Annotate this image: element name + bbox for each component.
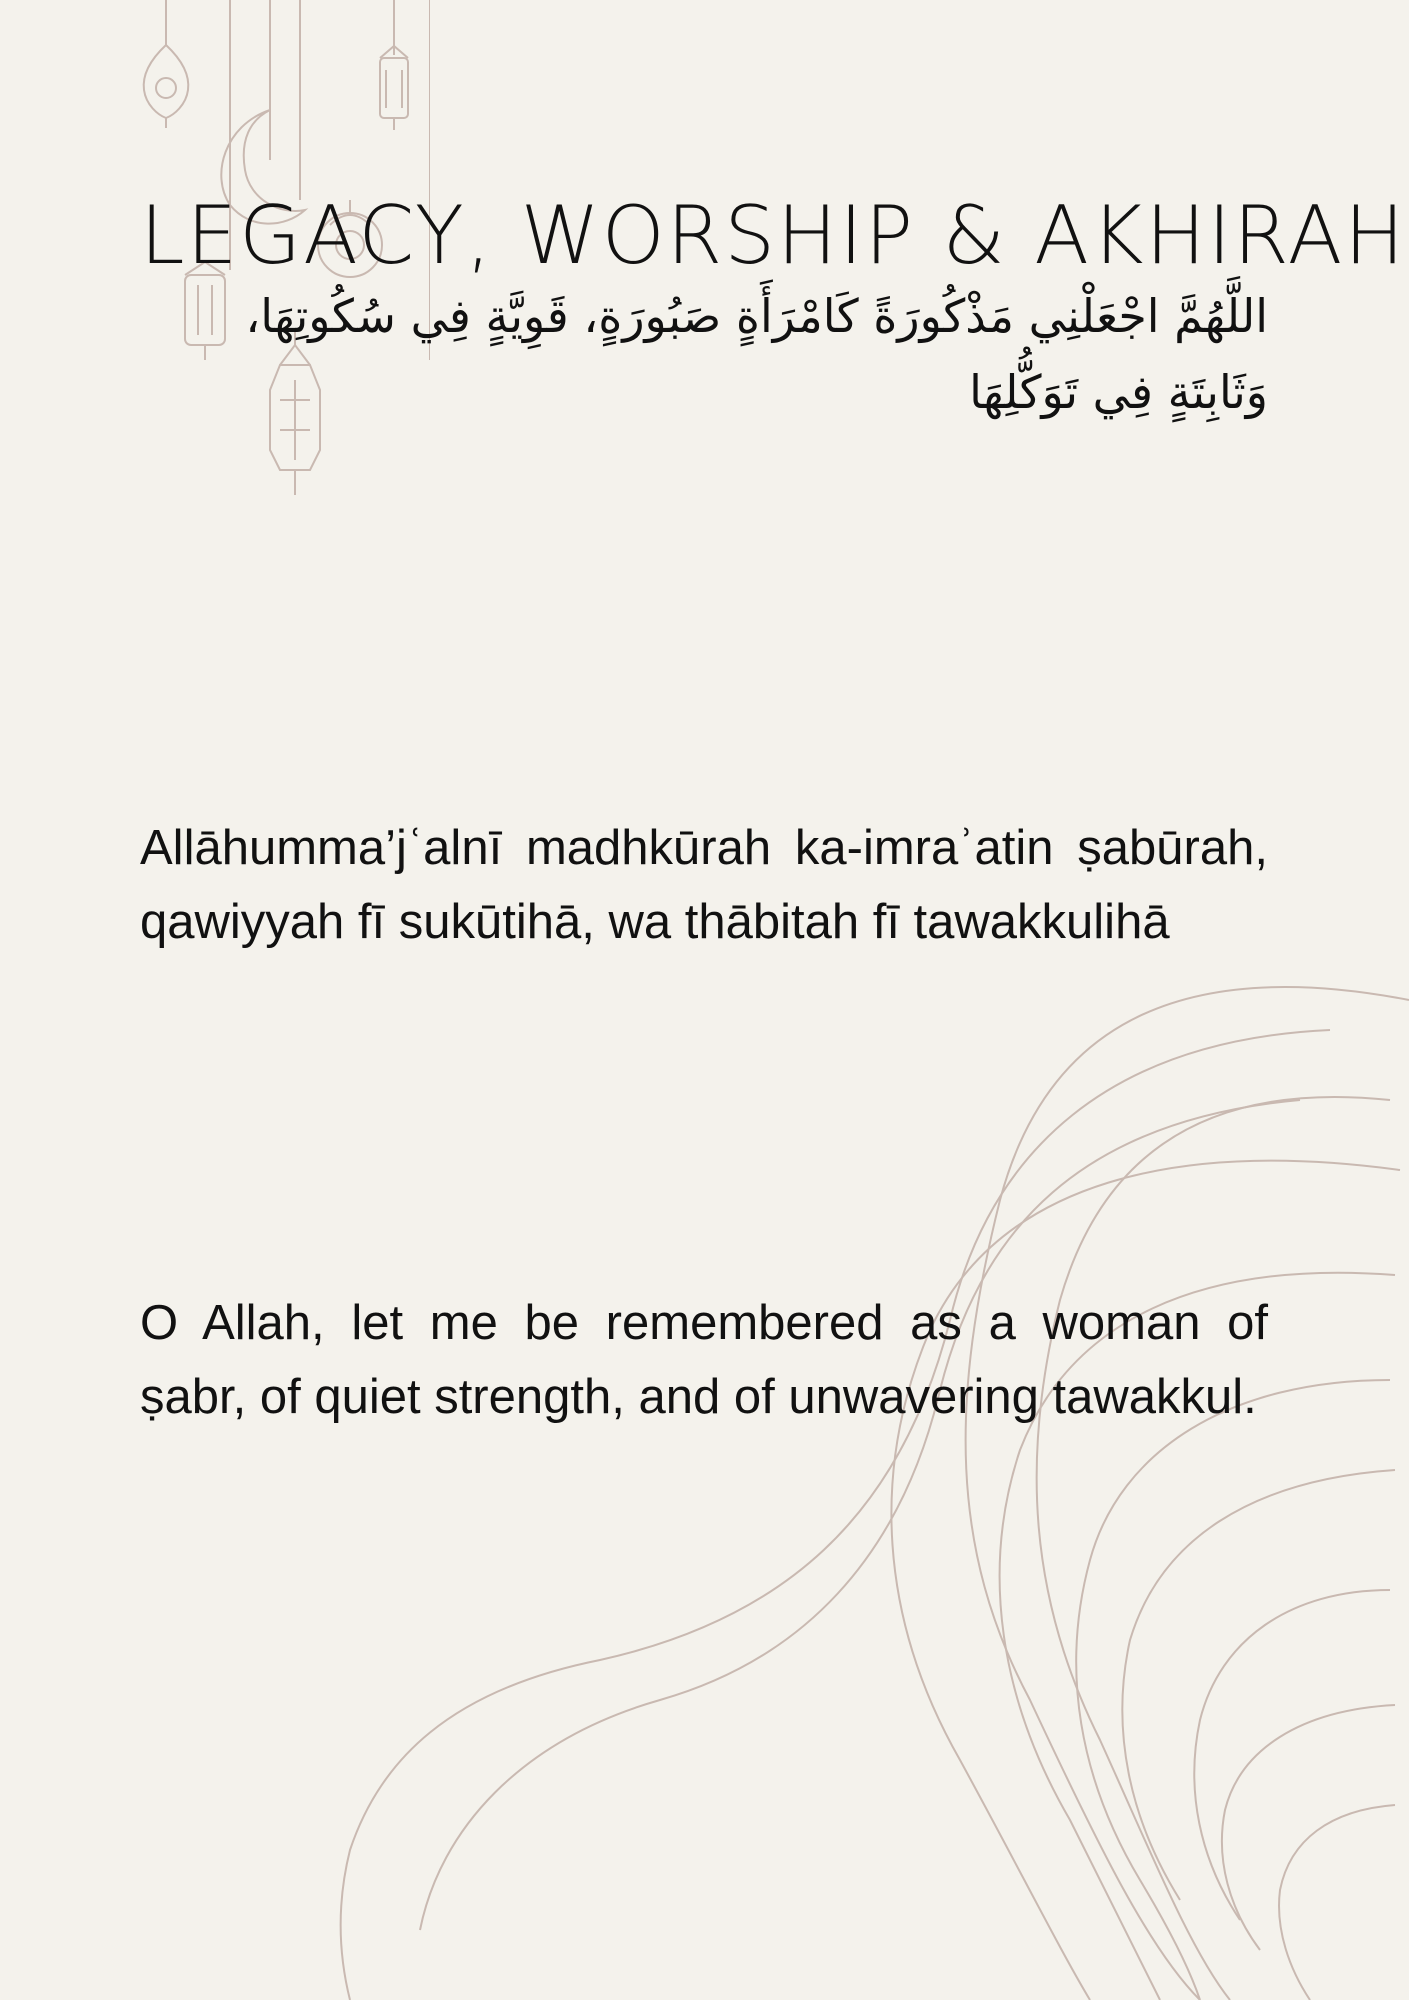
dua-transliteration: Allāhumma’jʿalnī madhkūrah ka-imraʾatin ṣabūrah, qawiyyah fī sukūtihā, wa thābitah fī tawakkulihā: [140, 821, 1268, 949]
dua-arabic-text: اللَّهُمَّ اجْعَلْنِي مَذْكُورَةً كَامْرَأَةٍ صَبُورَةٍ، قَوِيَّةٍ فِي سُكُوتِهَا، وَثَابِتَةٍ فِي تَوَكُّلِهَا: [245, 289, 1268, 419]
dua-translation: O Allah, let me be remembered as a woman of ṣabr, of quiet strength, and of unwavering tawakkul.: [140, 1296, 1268, 1424]
page-title: LEGACY, WORSHIP & AKHIRAH: [140, 188, 1407, 282]
